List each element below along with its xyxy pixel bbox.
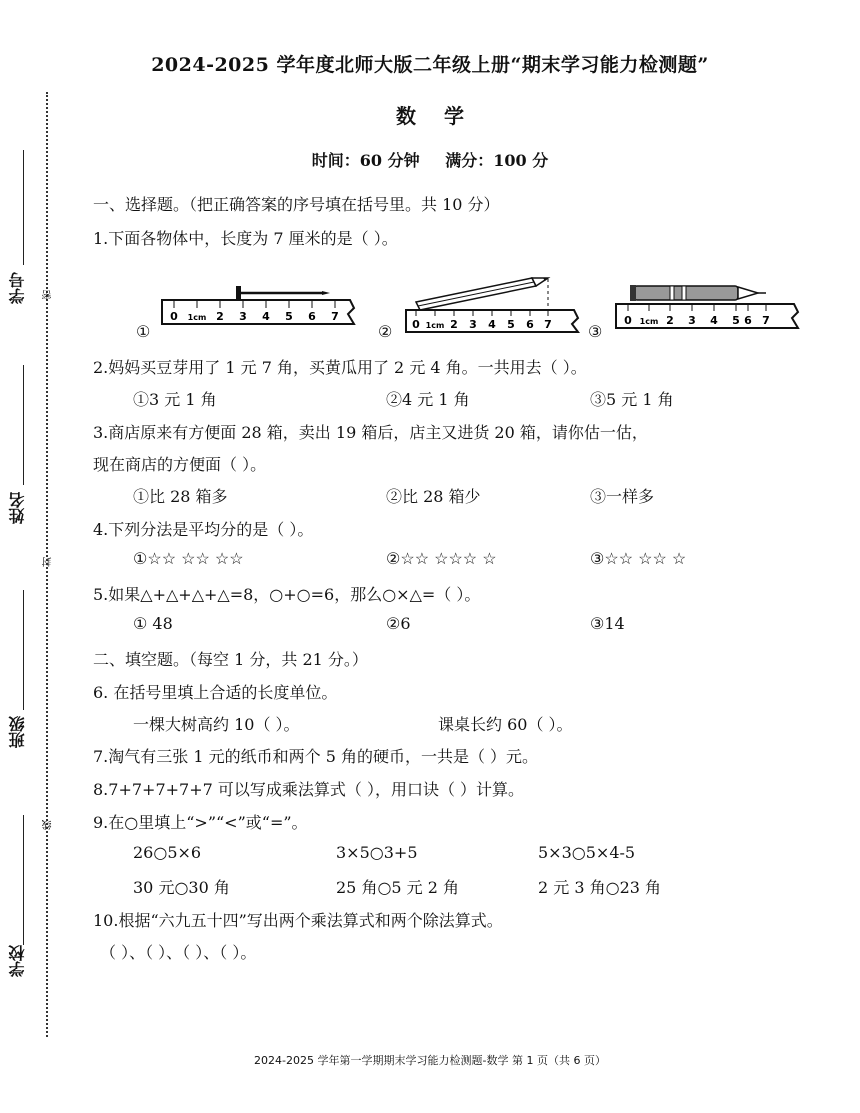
q7-text: 7.淘气有三张 1 元的纸币和两个 5 角的硬币，一共是（ ）元。 — [93, 747, 539, 766]
section2-heading: 二、填空题。（每空 1 分，共 21 分。） — [93, 650, 368, 669]
ruler3-tick-1: 1cm — [639, 317, 659, 326]
ruler1-tick-3: 3 — [239, 310, 247, 323]
ruler1-tick-6: 6 — [308, 310, 316, 323]
xingming-label: 姓名 — [8, 492, 27, 524]
q9-r2-c1: 30 元○30 角 — [133, 878, 230, 897]
ruler2-tick-3: 3 — [469, 318, 477, 331]
q9-r1-c1: 26○5×6 — [133, 843, 202, 862]
q5-option-3: ③14 — [590, 614, 625, 633]
q4-option-1: ①☆☆ ☆☆ ☆☆ — [133, 549, 244, 568]
ruler3-tick-0: 0 — [624, 314, 632, 327]
q3-option-3: ③一样多 — [590, 487, 655, 506]
ruler1-tick-7: 7 — [331, 310, 339, 323]
q9-r2-c3: 2 元 3 角○23 角 — [538, 878, 662, 897]
ruler2-tick-0: 0 — [412, 318, 420, 331]
xuexiao-blank-line — [23, 815, 24, 945]
q3-option-2: ②比 28 箱少 — [386, 487, 481, 506]
xuexiao-label: 学校 — [8, 945, 27, 977]
ruler2-tick-4: 4 — [488, 318, 496, 331]
banji-blank-line — [23, 590, 24, 710]
q4-option-3: ③☆☆ ☆☆ ☆ — [590, 549, 687, 568]
ruler2-tick-6: 6 — [526, 318, 534, 331]
ruler1-tick-0: 0 — [170, 310, 178, 323]
ruler3-tick-3: 3 — [688, 314, 696, 327]
q6-part-a: 一棵大树高约 10（ ）。 — [133, 715, 300, 734]
ruler1-tick-4: 4 — [262, 310, 270, 323]
banji-label: 班级 — [8, 716, 27, 748]
q1-label-1: ① — [136, 322, 151, 341]
ruler3-tick-2: 2 — [666, 314, 674, 327]
q3-text-1: 3.商店原来有方便面 28 箱，卖出 19 箱后，店主又进货 20 箱，请你估一估， — [93, 423, 648, 442]
q8-text: 8.7+7+7+7+7 可以写成乘法算式（ ），用口诀（ ）计算。 — [93, 780, 525, 799]
q2-option-1: ①3 元 1 角 — [133, 390, 217, 409]
ruler1-tick-5: 5 — [285, 310, 293, 323]
exam-meta — [0, 148, 860, 171]
section1-heading: 一、选择题。（把正确答案的序号填在括号里。共 10 分） — [93, 195, 500, 214]
q3-text-2: 现在商店的方便面（ ）。 — [93, 455, 267, 474]
q5-text: 5.如果△+△+△+△=8，○+○=6，那么○×△=（ ）。 — [93, 585, 481, 604]
ruler3-tick-6: 6 — [744, 314, 752, 327]
q6-text: 6. 在括号里填上合适的长度单位。 — [93, 683, 338, 702]
q9-r1-c3: 5×3○5×4-5 — [538, 843, 636, 862]
exam-score: 满分：100 分 — [445, 151, 549, 170]
q1-label-2: ② — [378, 322, 393, 341]
ruler1-tick-1: 1cm — [187, 313, 207, 322]
q2-option-3: ③5 元 1 角 — [590, 390, 674, 409]
q10-text: 10.根据“六九五十四”写出两个乘法算式和两个除法算式。 — [93, 911, 503, 930]
q2-text: 2.妈妈买豆芽用了 1 元 7 角，买黄瓜用了 2 元 4 角。一共用去（ ）。 — [93, 358, 587, 377]
q2-option-2: ②4 元 1 角 — [386, 390, 470, 409]
ruler1-tick-2: 2 — [216, 310, 224, 323]
feng-label: 封 — [43, 557, 54, 567]
q4-option-2: ②☆☆ ☆☆☆ ☆ — [386, 549, 497, 568]
q5-option-2: ②6 — [386, 614, 411, 633]
ruler-figure-3 — [614, 280, 806, 332]
xian-label: 线 — [43, 820, 54, 830]
subject-title: 数学 — [396, 104, 492, 128]
q9-r1-c2: 3×5○3+5 — [336, 843, 418, 862]
ruler3-tick-7: 7 — [762, 314, 770, 327]
q9-r2-c2: 25 角○5 元 2 角 — [336, 878, 460, 897]
page-footer: 2024-2025 学年第一学期期末学习能力检测题-数学 第 1 页（共 6 页） — [254, 1054, 606, 1067]
pencil-icon — [416, 278, 548, 310]
pen-icon — [630, 285, 766, 301]
ruler2-tick-7: 7 — [544, 318, 552, 331]
mi-label: 密 — [43, 290, 54, 300]
q10-answer-blanks: （ ）、（ ）、（ ）、（ ）。 — [100, 943, 257, 962]
q6-part-b: 课桌长约 60（ ）。 — [438, 715, 573, 734]
ruler3-tick-5: 5 — [732, 314, 740, 327]
q5-option-1: ① 48 — [133, 614, 173, 633]
ruler2-tick-5: 5 — [507, 318, 515, 331]
q4-text: 4.下列分法是平均分的是（ ）。 — [93, 520, 314, 539]
ruler-figure-1 — [160, 282, 360, 330]
exam-time: 时间：60 分钟 — [311, 151, 420, 170]
q9-text: 9.在○里填上“>”“<”或“=”。 — [93, 813, 308, 832]
xingming-blank-line — [23, 365, 24, 485]
nail-icon — [236, 286, 330, 300]
xuehao-label: 学号 — [8, 272, 27, 304]
q1-label-3: ③ — [588, 322, 603, 341]
ruler3-tick-4: 4 — [710, 314, 718, 327]
q1-text: 1.下面各物体中，长度为 7 厘米的是（ ）。 — [93, 229, 398, 248]
ruler2-tick-1: 1cm — [425, 321, 445, 330]
q3-option-1: ①比 28 箱多 — [133, 487, 228, 506]
ruler-figure-2 — [404, 270, 588, 335]
ruler2-tick-2: 2 — [450, 318, 458, 331]
exam-title: 2024-2025 学年度北师大版二年级上册“期末学习能力检测题” — [151, 54, 709, 76]
